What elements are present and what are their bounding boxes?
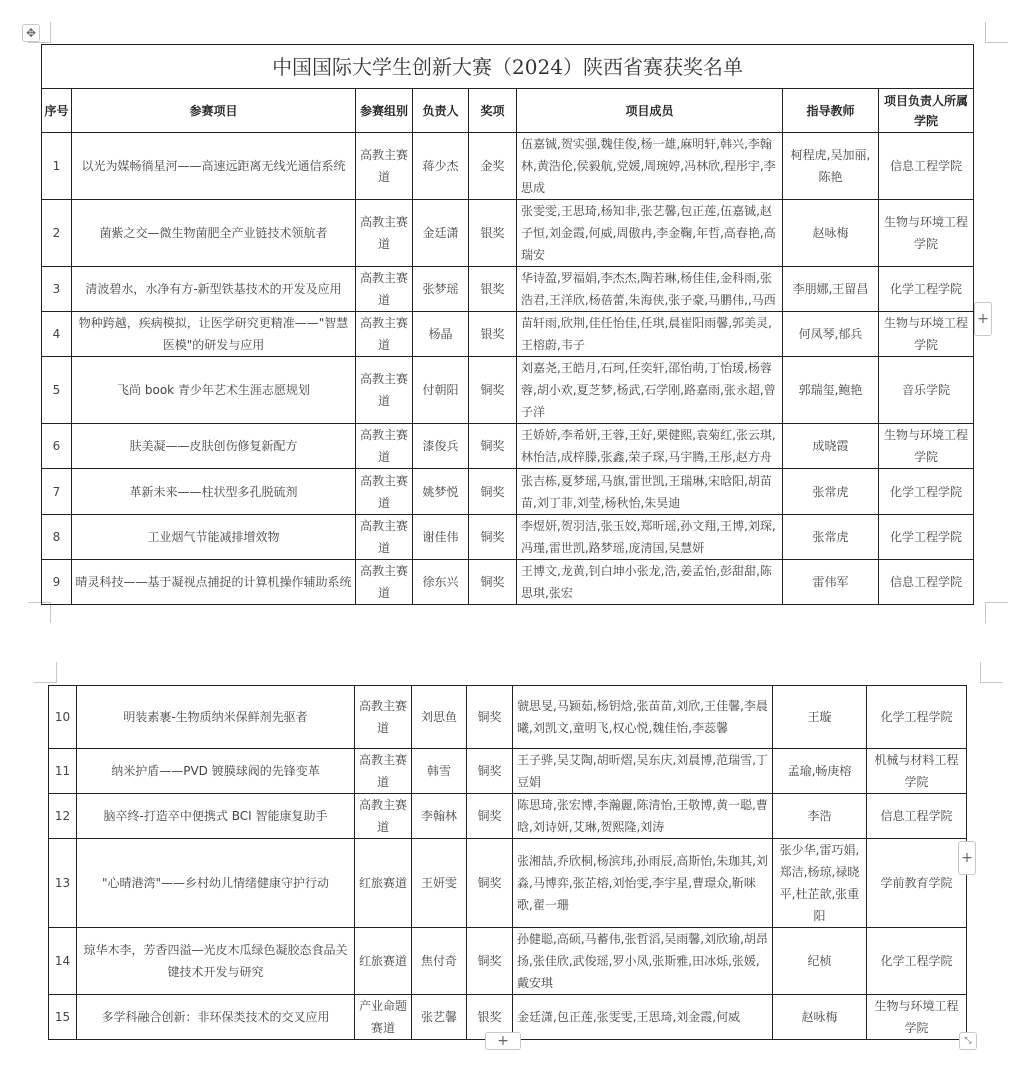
cell-members: 王娇娇,李希妍,王蓉,王好,栗健熙,袁菊红,张云琪,林怡洁,成梓滕,张鑫,荣子琛,马宇腾,王彤,赵方舟 (517, 424, 783, 469)
cell-leader: 徐东兴 (413, 560, 469, 605)
cell-track: 高教主赛道 (355, 794, 412, 839)
cell-award: 金奖 (469, 133, 517, 200)
cell-index: 5 (42, 357, 72, 424)
cell-project: 以光为媒畅徜星河——高速远距离无线光通信系统 (72, 133, 356, 200)
cell-track: 高教主赛道 (355, 686, 412, 749)
cell-award: 铜奖 (469, 357, 517, 424)
table-row (42, 560, 974, 605)
cell-advisors: 李朋娜,王留昌 (783, 267, 879, 312)
cell-college: 学前教育学院 (867, 839, 967, 928)
page-corner-mark (28, 602, 51, 623)
cell-index: 6 (42, 424, 72, 469)
page-corner-mark (985, 602, 1008, 623)
cell-project: 脑卒终-打造卒中便携式 BCI 智能康复助手 (77, 794, 355, 839)
cell-track: 高教主赛道 (356, 560, 413, 605)
cell-members: 刘嘉尧,王皓月,石珂,任奕轩,邵怡萌,丁怡瑗,杨蓉蓉,胡小欢,夏芝梦,杨武,石学刚,路嘉雨,张永超,曾子洋 (517, 357, 783, 424)
cell-college: 化学工程学院 (867, 928, 967, 995)
cell-index: 3 (42, 267, 72, 312)
cell-members: 伍嘉铖,贺实强,魏佳俊,杨一雄,麻明轩,韩兴,李翰林,黄浩伦,侯毅航,党媛,周琬婷,冯林欣,程彤宇,李思成 (517, 133, 783, 200)
table-row (42, 424, 974, 469)
cell-advisors: 赵咏梅 (773, 995, 867, 1040)
cell-track: 高教主赛道 (356, 424, 413, 469)
document-title: 中国国际大学生创新大赛（2024）陕西省赛获奖名单 (42, 45, 974, 89)
cell-college: 化学工程学院 (867, 686, 967, 749)
cell-members: 虢思旻,马颖茹,杨钥焓,张苗苗,刘欣,王佳馨,李晨曦,刘凯文,童明飞,权心悦,魏佳怡,李蕊馨 (513, 686, 773, 749)
cell-index: 9 (42, 560, 72, 605)
cell-award: 铜奖 (469, 424, 517, 469)
header-members: 项目成员 (517, 89, 783, 133)
cell-advisors: 何凤琴,郁兵 (783, 312, 879, 357)
cell-track: 红旅赛道 (355, 839, 412, 928)
cell-index: 12 (49, 794, 77, 839)
table-row (49, 749, 967, 794)
cell-leader: 漆俊兵 (413, 424, 469, 469)
cell-advisors: 张常虎 (783, 469, 879, 515)
table-row (42, 312, 974, 357)
cell-college: 信息工程学院 (879, 133, 974, 200)
cell-index: 10 (49, 686, 77, 749)
cell-track: 高教主赛道 (356, 133, 413, 200)
table-row (42, 267, 974, 312)
cell-college: 信息工程学院 (867, 794, 967, 839)
cell-members: 陈思琦,张宏博,李瀚麗,陈清怡,王敬博,黄一聪,曹晗,刘诗妍,艾琳,贺熙隆,刘涛 (513, 794, 773, 839)
cell-award: 铜奖 (469, 560, 517, 605)
cell-index: 8 (42, 515, 72, 560)
cell-college: 化学工程学院 (879, 469, 974, 515)
cell-leader: 韩雪 (412, 749, 467, 794)
cell-project: 工业烟气节能减排增效物 (72, 515, 356, 560)
cell-index: 2 (42, 200, 72, 267)
cell-college: 化学工程学院 (879, 267, 974, 312)
header-college: 项目负责人所属学院 (879, 89, 974, 133)
cell-college: 生物与环境工程学院 (867, 995, 967, 1040)
cell-members: 张雯雯,王思琦,杨知非,张艺馨,包正莲,伍嘉铖,赵子恒,刘金霞,何威,周傲冉,李金鞠,年哲,高春艳,高瑞安 (517, 200, 783, 267)
cell-members: 张湘喆,乔欣桐,杨滨玮,孙雨辰,高斯怡,朱珈其,刘淼,马博弈,张芷榕,刘怡雯,李宇星,曹璟众,靳咪歌,翟一珊 (513, 839, 773, 928)
cell-project: "心晴港湾"——乡村幼儿情绪健康守护行动 (77, 839, 355, 928)
cell-track: 高教主赛道 (356, 312, 413, 357)
cell-award: 铜奖 (467, 794, 513, 839)
cell-project: 晴灵科技——基于凝视点捕捉的计算机操作辅助系统 (72, 560, 356, 605)
cell-advisors: 赵咏梅 (783, 200, 879, 267)
cell-members: 孙健聪,高硕,马蓄伟,张哲滔,吴雨馨,刘欣瑜,胡昂扬,张佳欣,武俊瑶,罗小凤,张斯雅,田冰烁,张媛,戴安琪 (513, 928, 773, 995)
header-advisors: 指导教师 (783, 89, 879, 133)
add-row-button[interactable]: + (485, 1032, 521, 1050)
cell-leader: 李翰林 (412, 794, 467, 839)
cell-project: 飞尚 book 青少年艺术生涯志愿规划 (72, 357, 356, 424)
table-header-row (42, 89, 974, 133)
table-row (49, 686, 967, 749)
cell-advisors: 纪桢 (773, 928, 867, 995)
cell-track: 高教主赛道 (356, 357, 413, 424)
table-row (49, 794, 967, 839)
awards-table-page-2 (48, 685, 967, 1040)
cell-track: 高教主赛道 (356, 200, 413, 267)
table-resize-icon[interactable]: ⤡ (959, 1032, 977, 1050)
cell-leader: 焦付奇 (412, 928, 467, 995)
cell-leader: 姚梦悦 (413, 469, 469, 515)
header-leader: 负责人 (413, 89, 469, 133)
cell-track: 红旅赛道 (355, 928, 412, 995)
cell-members: 王子骅,吴艾陶,胡昕熠,吴东庆,刘晨博,范瑞雪,丁豆娟 (513, 749, 773, 794)
table-row (42, 357, 974, 424)
header-index: 序号 (42, 89, 72, 133)
cell-award: 铜奖 (467, 839, 513, 928)
cell-track: 高教主赛道 (356, 469, 413, 515)
table-row (42, 515, 974, 560)
cell-advisors: 张少华,雷巧娟,郑洁,杨琼,禄晓平,杜芷歆,张重阳 (773, 839, 867, 928)
cell-members: 王博文,龙黄,钊白坤小张龙,浩,姜孟怡,彭甜甜,陈思琪,张宏 (517, 560, 783, 605)
cell-award: 银奖 (469, 200, 517, 267)
cell-index: 7 (42, 469, 72, 515)
add-column-button[interactable]: + (974, 302, 992, 336)
cell-index: 13 (49, 839, 77, 928)
cell-advisors: 郭瑞玺,鲍艳 (783, 357, 879, 424)
cell-award: 铜奖 (469, 469, 517, 515)
cell-leader: 刘思鱼 (412, 686, 467, 749)
cell-index: 4 (42, 312, 72, 357)
cell-award: 铜奖 (467, 686, 513, 749)
cell-advisors: 李浩 (773, 794, 867, 839)
cell-project: 多学科融合创新：非环保类技术的交叉应用 (77, 995, 355, 1040)
table-row (42, 133, 974, 200)
cell-project: 肤美凝——皮肤创伤修复新配方 (72, 424, 356, 469)
table-move-handle-icon[interactable]: ✥ (22, 24, 40, 42)
cell-award: 铜奖 (469, 515, 517, 560)
cell-leader: 张艺馨 (412, 995, 467, 1040)
cell-college: 化学工程学院 (879, 515, 974, 560)
cell-leader: 金廷潇 (413, 200, 469, 267)
cell-award: 银奖 (469, 267, 517, 312)
page-corner-mark (34, 662, 57, 683)
cell-members: 李煜妍,贺羽洁,张玉姣,郑昕瑶,孙文翔,王博,刘琛,冯瑾,雷世凯,路梦瑶,庞清国,吴慧妍 (517, 515, 783, 560)
table-row (49, 928, 967, 995)
cell-college: 生物与环境工程学院 (879, 312, 974, 357)
cell-advisors: 雷伟军 (783, 560, 879, 605)
cell-leader: 张梦瑶 (413, 267, 469, 312)
cell-project: 革新未来——柱状型多孔脱硫剂 (72, 469, 356, 515)
page-corner-mark (985, 22, 1008, 43)
cell-index: 11 (49, 749, 77, 794)
cell-leader: 谢佳伟 (413, 515, 469, 560)
cell-index: 14 (49, 928, 77, 995)
cell-index: 15 (49, 995, 77, 1040)
cell-project: 菌紫之交—微生物菌肥全产业链技术领航者 (72, 200, 356, 267)
cell-advisors: 成晓霞 (783, 424, 879, 469)
cell-award: 铜奖 (467, 749, 513, 794)
awards-table-page-1 (41, 44, 974, 605)
cell-advisors: 王璇 (773, 686, 867, 749)
cell-track: 产业命题赛道 (355, 995, 412, 1040)
cell-index: 1 (42, 133, 72, 200)
header-track: 参赛组别 (356, 89, 413, 133)
table-row (49, 839, 967, 928)
cell-track: 高教主赛道 (356, 267, 413, 312)
cell-leader: 杨晶 (413, 312, 469, 357)
header-project: 参赛项目 (72, 89, 356, 133)
cell-leader: 蒋少杰 (413, 133, 469, 200)
cell-project: 明装素裹-生物质纳米保鲜剂先驱者 (77, 686, 355, 749)
cell-award: 银奖 (467, 995, 513, 1040)
cell-members: 张吉栋,夏梦瑶,马旗,雷世凯,王瑞琳,宋晗阳,胡苗苗,刘丁菲,刘莹,杨秋怡,朱昊迪 (517, 469, 783, 515)
cell-leader: 王妍雯 (412, 839, 467, 928)
cell-project: 琼华木李，芳香四溢—光皮木瓜绿色凝胶态食品关键技术开发与研究 (77, 928, 355, 995)
header-award: 奖项 (469, 89, 517, 133)
cell-college: 生物与环境工程学院 (879, 424, 974, 469)
cell-project: 物种跨越，疾病模拟，让医学研究更精准——"智慧医模"的研发与应用 (72, 312, 356, 357)
cell-project: 纳米护盾——PVD 镀膜球阀的先锋变革 (77, 749, 355, 794)
cell-advisors: 柯程虎,吴加丽,陈艳 (783, 133, 879, 200)
cell-college: 信息工程学院 (879, 560, 974, 605)
cell-track: 高教主赛道 (356, 515, 413, 560)
cell-college: 音乐学院 (879, 357, 974, 424)
cell-members: 苗轩雨,欣荆,佳任怡佳,任琪,晨崔阳雨馨,郭美灵,王榕蔚,韦子 (517, 312, 783, 357)
cell-advisors: 孟瑜,畅庚榕 (773, 749, 867, 794)
cell-members: 华诗盈,罗福娟,李杰杰,陶若琳,杨佳佳,金科雨,张浩君,王洋欣,杨蓓蕾,朱海侠,张子豪,马鹏伟,,马西 (517, 267, 783, 312)
cell-leader: 付朝阳 (413, 357, 469, 424)
cell-members: 金廷潇,包正莲,张雯雯,王思琦,刘金霞,何威 (513, 995, 773, 1040)
cell-college: 生物与环境工程学院 (879, 200, 974, 267)
cell-college: 机械与材料工程学院 (867, 749, 967, 794)
add-column-button[interactable]: + (958, 841, 976, 875)
cell-track: 高教主赛道 (355, 749, 412, 794)
table-row (42, 200, 974, 267)
cell-advisors: 张常虎 (783, 515, 879, 560)
page-corner-mark (980, 662, 1003, 683)
cell-project: 清波碧水，水净有方-新型铁基技术的开发及应用 (72, 267, 356, 312)
table-row (42, 469, 974, 515)
cell-award: 铜奖 (467, 928, 513, 995)
cell-award: 银奖 (469, 312, 517, 357)
